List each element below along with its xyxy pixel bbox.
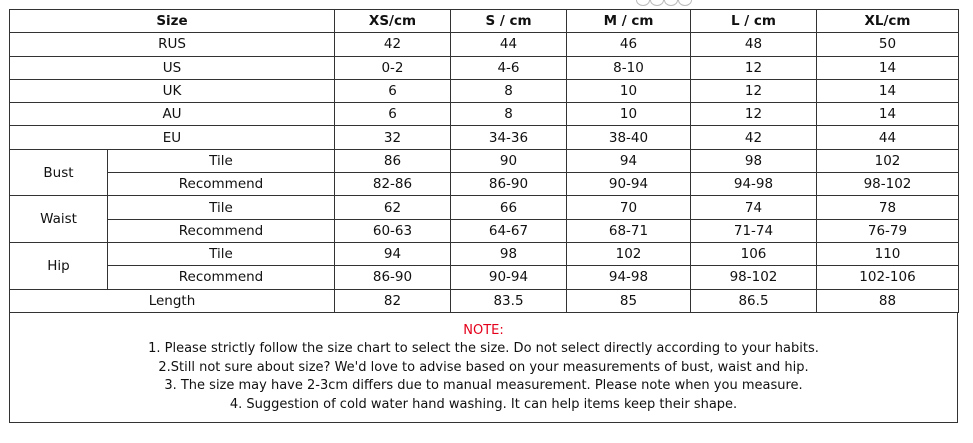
table-cell: 83.5 [451, 289, 567, 312]
measurement-label: Bust [10, 149, 108, 196]
table-cell: 60-63 [335, 219, 451, 242]
table-cell: 94-98 [567, 266, 691, 289]
notes-section [9, 313, 958, 423]
table-cell: 44 [817, 126, 959, 149]
size-column-header: S / cm [451, 10, 567, 33]
measurement-label: Hip [10, 242, 108, 289]
table-cell: 62 [335, 196, 451, 219]
table-cell: 86-90 [451, 173, 567, 196]
table-cell: 14 [817, 56, 959, 79]
table-cell: 10 [567, 103, 691, 126]
table-cell: 98 [451, 242, 567, 265]
size-column-header: M / cm [567, 10, 691, 33]
table-cell: 38-40 [567, 126, 691, 149]
table-cell: 78 [817, 196, 959, 219]
length-label: Length [10, 289, 335, 312]
measurement-type-label: Recommend [108, 219, 335, 242]
region-label: UK [10, 79, 335, 102]
table-cell: 64-67 [451, 219, 567, 242]
table-cell: 48 [691, 33, 817, 56]
table-cell: 98-102 [691, 266, 817, 289]
size-column-header: XL/cm [817, 10, 959, 33]
table-cell: 70 [567, 196, 691, 219]
table-row [10, 149, 959, 172]
table-cell: 110 [817, 242, 959, 265]
region-label: US [10, 56, 335, 79]
region-label: EU [10, 126, 335, 149]
table-cell: 42 [691, 126, 817, 149]
table-cell: 76-79 [817, 219, 959, 242]
table-cell: 74 [691, 196, 817, 219]
table-row [10, 56, 959, 79]
measurement-type-label: Tile [108, 242, 335, 265]
table-cell: 12 [691, 56, 817, 79]
table-cell: 102 [817, 149, 959, 172]
note-title: NOTE: [463, 322, 504, 338]
table-cell: 90 [451, 149, 567, 172]
table-cell: 68-71 [567, 219, 691, 242]
table-cell: 82-86 [335, 173, 451, 196]
table-row [10, 103, 959, 126]
table-cell: 46 [567, 33, 691, 56]
table-cell: 14 [817, 79, 959, 102]
table-cell: 42 [335, 33, 451, 56]
table-cell: 86.5 [691, 289, 817, 312]
table-cell: 86-90 [335, 266, 451, 289]
table-cell: 94-98 [691, 173, 817, 196]
table-cell: 85 [567, 289, 691, 312]
table-cell: 0-2 [335, 56, 451, 79]
table-cell: 32 [335, 126, 451, 149]
table-cell: 102 [567, 242, 691, 265]
header-row [10, 10, 959, 33]
table-cell: 4-6 [451, 56, 567, 79]
size-table [9, 9, 959, 313]
table-cell: 66 [451, 196, 567, 219]
note-line: 3. The size may have 2-3cm differs due to manual measurement. Please note when you measure. [164, 378, 803, 394]
table-cell: 71-74 [691, 219, 817, 242]
size-chart [9, 9, 958, 423]
measurement-type-label: Recommend [108, 173, 335, 196]
table-row [10, 289, 959, 312]
region-label: AU [10, 103, 335, 126]
table-row [10, 266, 959, 289]
size-header-label: Size [10, 10, 335, 33]
table-row [10, 196, 959, 219]
table-cell: 94 [567, 149, 691, 172]
table-cell: 82 [335, 289, 451, 312]
table-cell: 86 [335, 149, 451, 172]
table-row [10, 173, 959, 196]
table-cell: 10 [567, 79, 691, 102]
table-row [10, 33, 959, 56]
table-cell: 34-36 [451, 126, 567, 149]
table-cell: 6 [335, 79, 451, 102]
measurement-label: Waist [10, 196, 108, 243]
table-cell: 8-10 [567, 56, 691, 79]
measurement-type-label: Tile [108, 149, 335, 172]
table-cell: 8 [451, 103, 567, 126]
table-row [10, 79, 959, 102]
size-column-header: XS/cm [335, 10, 451, 33]
table-cell: 88 [817, 289, 959, 312]
table-row [10, 126, 959, 149]
table-cell: 6 [335, 103, 451, 126]
table-cell: 90-94 [567, 173, 691, 196]
table-cell: 44 [451, 33, 567, 56]
note-line: 2.Still not sure about size? We'd love to advise based on your measurements of bust, waist and hip. [158, 359, 809, 375]
table-cell: 102-106 [817, 266, 959, 289]
table-cell: 8 [451, 79, 567, 102]
region-label: RUS [10, 33, 335, 56]
decorative-ornament [632, 0, 692, 6]
size-column-header: L / cm [691, 10, 817, 33]
table-row [10, 219, 959, 242]
table-cell: 12 [691, 103, 817, 126]
table-cell: 50 [817, 33, 959, 56]
table-cell: 98-102 [817, 173, 959, 196]
measurement-type-label: Tile [108, 196, 335, 219]
measurement-type-label: Recommend [108, 266, 335, 289]
table-cell: 98 [691, 149, 817, 172]
note-line: 4. Suggestion of cold water hand washing. It can help items keep their shape. [229, 396, 738, 412]
table-cell: 90-94 [451, 266, 567, 289]
table-cell: 12 [691, 79, 817, 102]
table-cell: 94 [335, 242, 451, 265]
table-row [10, 242, 959, 265]
note-line: 1. Please strictly follow the size chart to select the size. Do not select directly according to your habits. [148, 341, 819, 357]
table-cell: 106 [691, 242, 817, 265]
table-cell: 14 [817, 103, 959, 126]
